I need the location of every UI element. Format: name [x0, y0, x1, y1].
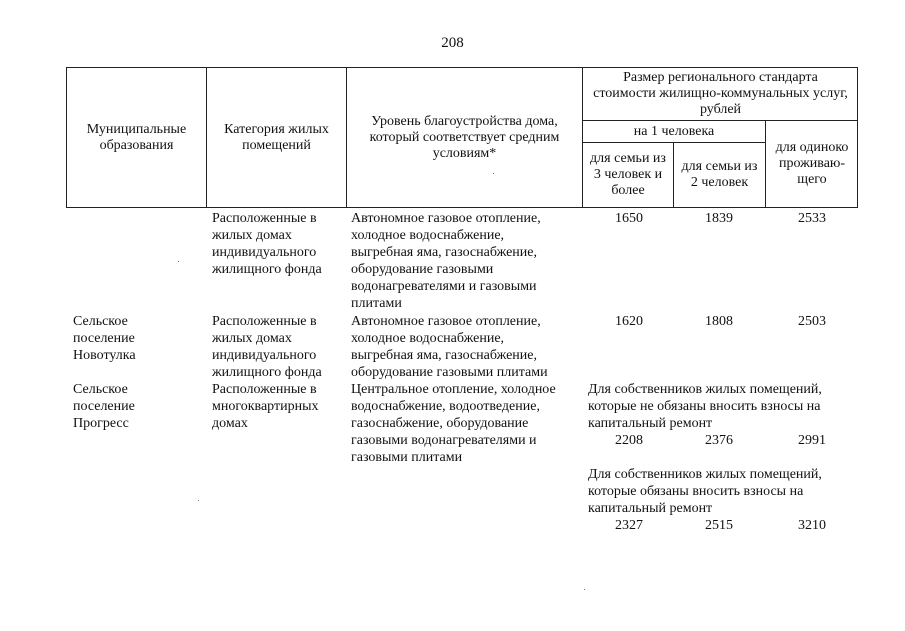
- row-3-category: Расположенные в многоквартирных домах: [212, 382, 319, 431]
- row-2-amenity: Автономное газовое отопление, холодное водоснабжение, выгребная яма, газоснабжение, оборудование газовыми плитами: [351, 314, 548, 380]
- row-3-subgroup-1-family-3: 2208: [615, 433, 643, 448]
- header-standard: Размер регионального стандарта стоимости жилищно-коммунальных услуг, рублей: [593, 70, 848, 117]
- row-2-municipality: Сельское поселение Новотулка: [73, 314, 136, 363]
- row-1-amenity: Автономное газовое отопление, холодное водоснабжение, выгребная яма, газоснабжение, оборудование газовыми водонагревателями и газовыми плитами: [351, 211, 541, 311]
- header-single: для одиноко проживаю-щего: [775, 140, 849, 187]
- row-2-family-3: 1620: [615, 314, 643, 329]
- row-3-municipality: Сельское поселение Прогресс: [73, 382, 135, 431]
- row-2-single: 2503: [798, 314, 826, 329]
- scan-speck: [178, 261, 179, 262]
- scan-speck: [493, 173, 494, 174]
- row-1-family-3: 1650: [615, 211, 643, 226]
- row-3-subgroup-1-family-2: 2376: [705, 433, 733, 448]
- row-1-family-2: 1839: [705, 211, 733, 226]
- row-2-family-2: 1808: [705, 314, 733, 329]
- row-3-subgroup-2-family-2: 2515: [705, 518, 733, 533]
- header-per-person: на 1 человека: [633, 123, 715, 139]
- row-3-subgroup-2-single: 3210: [798, 518, 826, 533]
- page-number: 208: [441, 35, 464, 51]
- header-family-3: для семьи из 3 человек и более: [590, 151, 666, 198]
- row-3-subgroup-2-note: Для собственников жилых помещений, которые обязаны вносить взносы на капитальный ремонт: [588, 467, 822, 516]
- row-3-subgroup-2-family-3: 2327: [615, 518, 643, 533]
- header-amenity: Уровень благоустройства дома, который соответствует средним условиям*: [369, 113, 560, 161]
- scan-speck: [198, 500, 199, 501]
- header-family-2: для семьи из 2 человек: [681, 159, 758, 190]
- row-1-category: Расположенные в жилых домах индивидуального жилищного фонда: [212, 211, 322, 277]
- table-header: [66, 67, 858, 208]
- header-category: Категория жилых помещений: [224, 121, 329, 153]
- scan-speck: [584, 589, 585, 590]
- row-2-category: Расположенные в жилых домах индивидуального жилищного фонда: [212, 314, 322, 380]
- header-municipality: Муниципальные образования: [86, 121, 187, 153]
- row-3-amenity: Центральное отопление, холодное водоснабжение, водоотведение, газоснабжение, оборудование газовыми водонагревателями и газовыми плитами: [351, 382, 556, 465]
- row-3-subgroup-1-note: Для собственников жилых помещений, которые не обязаны вносить взносы на капитальный ремонт: [588, 382, 822, 431]
- row-3-subgroup-1-single: 2991: [798, 433, 826, 448]
- row-1-single: 2533: [798, 211, 826, 226]
